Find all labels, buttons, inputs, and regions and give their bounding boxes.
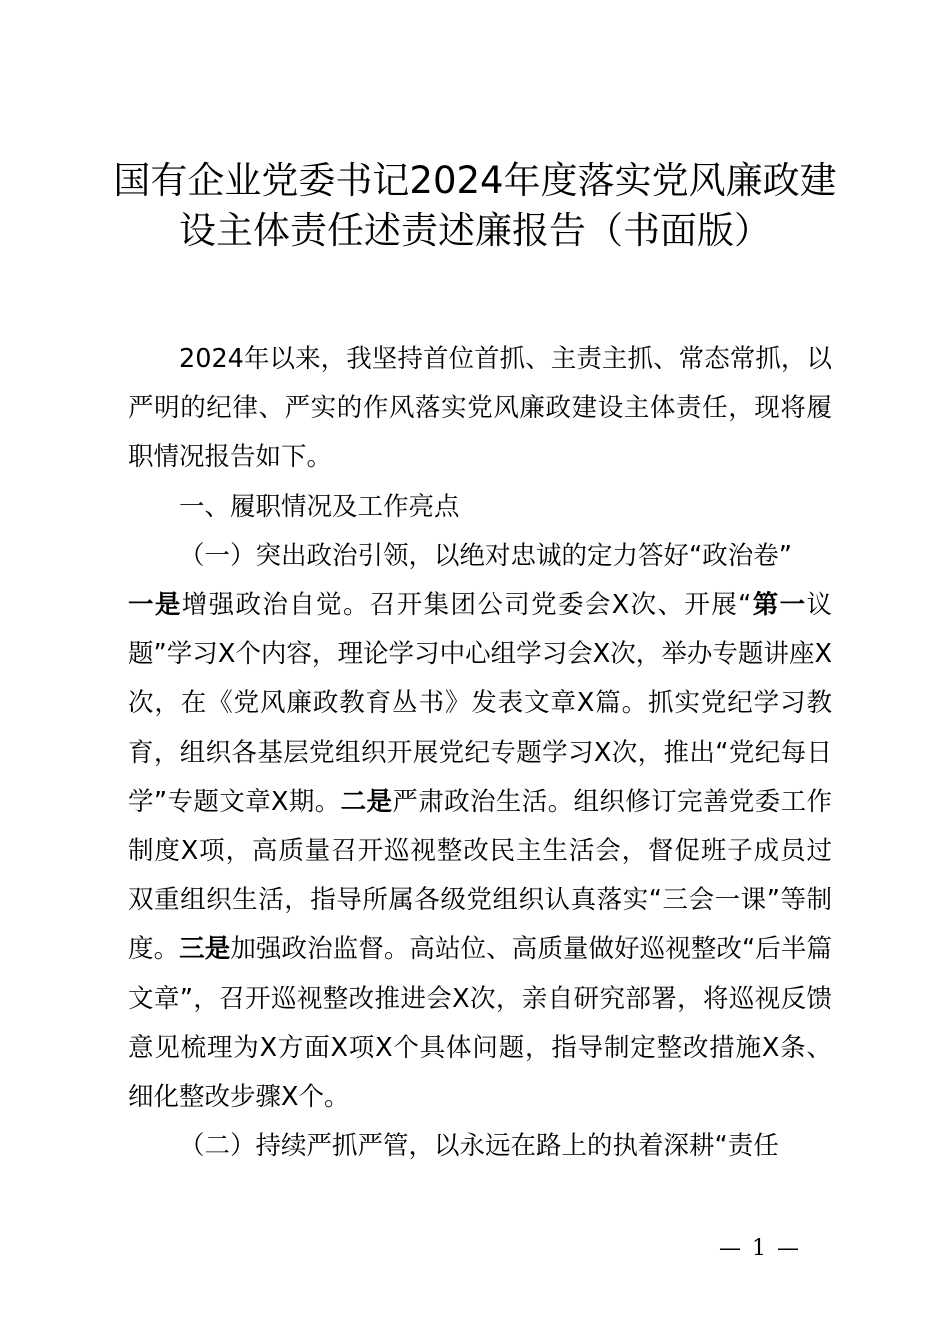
document-title (110, 156, 840, 256)
subsection-heading-1: （一）突出政治引领，以绝对忠诚的定力答好“政治卷” (179, 540, 792, 571)
title-line-1: 国有企业党委书记2024年度落实党风廉政建 (113, 159, 837, 202)
points-paragraph (128, 581, 832, 1122)
subsection-heading-2: （二）持续严抓严管，以永远在路上的执着深耕“责任 (179, 1131, 779, 1162)
section-heading: 一、履职情况及工作亮点 (179, 491, 460, 522)
point-1-label: 一是 (128, 590, 182, 621)
point-1-text-a: 增强政治自觉。召开集团公司党委会X次、开展“ (181, 590, 752, 621)
page-number: — 1 — (719, 1236, 801, 1261)
point-2-text: 严肃政治生活。组织修订完善党委工作制度X项，高质量召开巡视整改民主生活会，督促班子成员过双重组织生活，指导所属各级党组织认真落实“三会一课”等制度。 (128, 786, 832, 965)
title-line-2: 设主体责任述责述廉报告（书面版） (179, 209, 771, 252)
point-3-text: 加强政治监督。高站位、高质量做好巡视整改“后半篇文章”，召开巡视整改推进会X次，亲自研究部署，将巡视反馈意见梳理为X方面X项X个具体问题，指导制定整改措施X条、细化整改步骤X个。 (128, 934, 832, 1113)
intro-paragraph: 2024年以来，我坚持首位首抓、主责主抓、常态常抓，以严明的纪律、严实的作风落实党风廉政建设主体责任，现将履职情况报告如下。 (128, 344, 832, 473)
point-2-label: 二是 (340, 786, 393, 817)
document-body (128, 335, 832, 1171)
point-1-bold: 第一 (751, 590, 807, 621)
point-3-label: 三是 (179, 934, 231, 965)
point-1-text-b: 议题”学习X个内容，理论学习中心组学习会X次，举办专题讲座X次，在《党风廉政教育丛书》发表文章X篇。抓实党纪学习教育，组织各基层党组织开展党纪专题学习X次，推出“党纪每日学”专题文章X期。 (128, 590, 832, 817)
